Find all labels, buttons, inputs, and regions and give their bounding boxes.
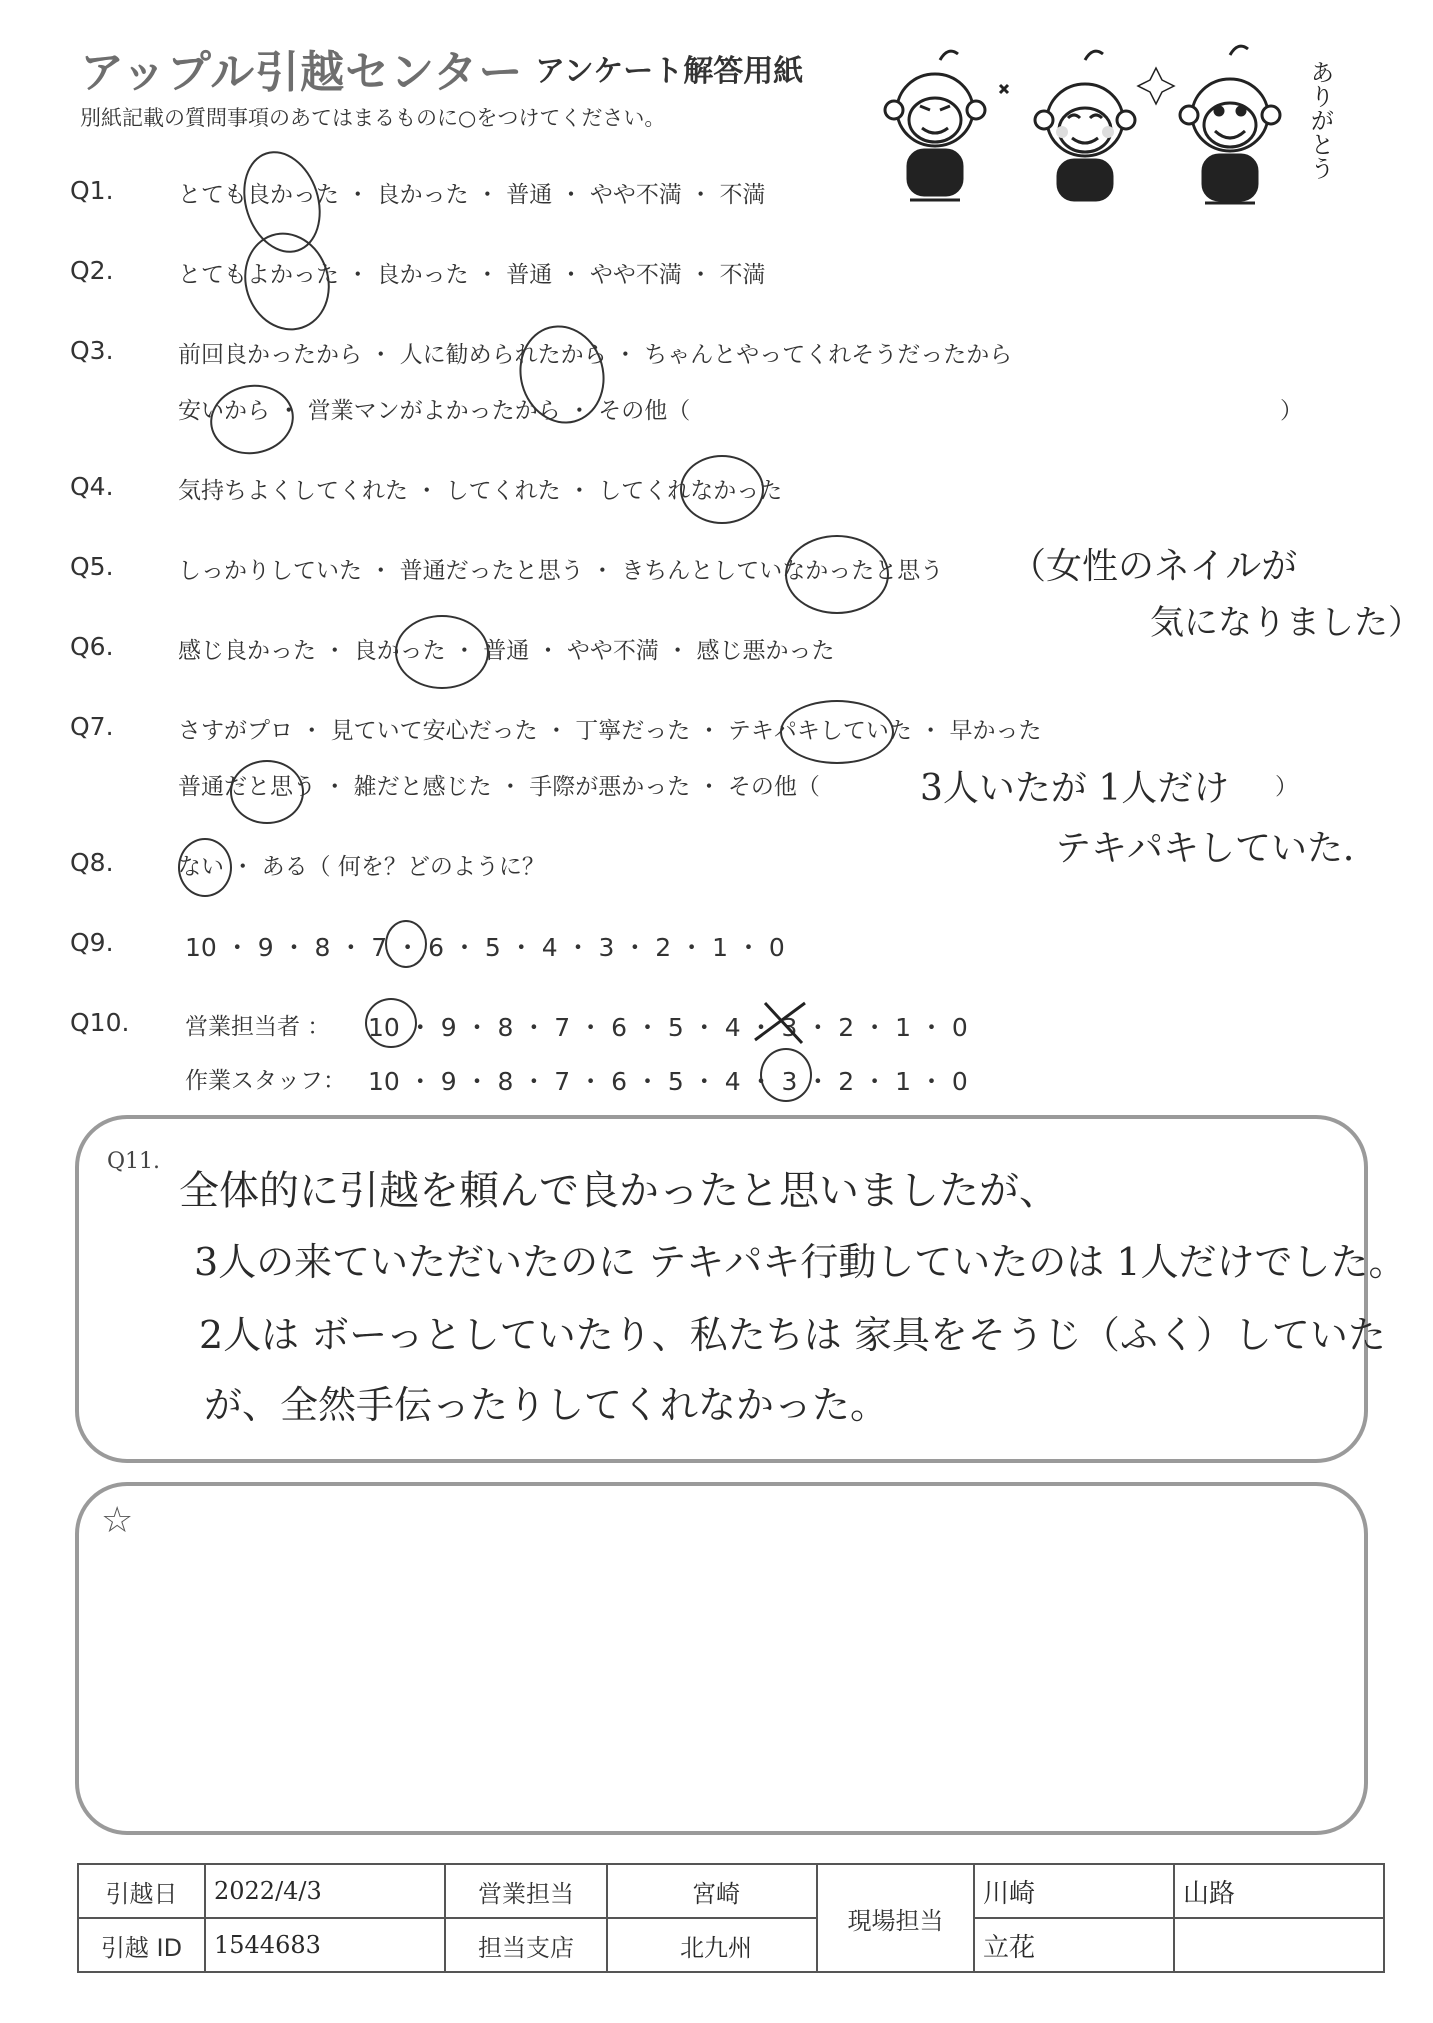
q11-handwritten-line-1: 全体的に引越を頼んで良かったと思いましたが、 [179, 1168, 1059, 1214]
q9-scale: 10 ・ 9 ・ 8 ・ 7 ・ 6 ・ 5 ・ 4 ・ 3 ・ 2 ・ 1 ・ 0 [185, 933, 785, 962]
crossed-out-mark [750, 995, 810, 1050]
q4-options: 気持ちよくしてくれた ・ してくれた ・ してくれなかった [178, 478, 783, 504]
q7-options-line2: 普通だと思う ・ 雑だと感じた ・ 手際が悪かった ・ その他（ [178, 774, 820, 800]
q11-handwritten-line-3: 2人は ボーっとしていたり、私たちは 家具をそうじ（ふく）していた [199, 1313, 1386, 1357]
q9-label: Q9. [70, 928, 114, 957]
q1-label: Q1. [70, 176, 114, 205]
form-subtitle: アンケート解答用紙 [535, 54, 804, 89]
q5-handwritten-note-1: （女性のネイルが [1010, 546, 1298, 587]
star-icon: ☆ [101, 1500, 134, 1541]
q7-options-line1: さすがプロ ・ 見ていて安心だった ・ 丁寧だった ・ テキパキしていた ・ 早かった [178, 718, 1042, 744]
sales-rep-label: 営業担当 [445, 1864, 607, 1918]
field-staff-empty-cell [1174, 1918, 1384, 1972]
sales-rep-value: 宮崎 [607, 1864, 817, 1918]
instruction-text: 別紙記載の質問事項のあてはまるものに○をつけてください。 [80, 106, 666, 130]
q11-label: Q11. [107, 1149, 161, 1174]
q10-staff-label: 作業スタッフ： [185, 1068, 346, 1094]
q11-handwritten-line-2: 3人の来ていただいたのに テキパキ行動していたのは 1人だけでした。 [194, 1240, 1407, 1284]
free-comment-box [75, 1482, 1368, 1835]
q10-sales-scale: 10 ・ 9 ・ 8 ・ 7 ・ 6 ・ 5 ・ 4 ・ 3 ・ 2 ・ 1 ・ 0 [368, 1013, 968, 1042]
monkey-icon [885, 51, 985, 200]
q2-label: Q2. [70, 256, 114, 285]
q10-staff-scale: 10 ・ 9 ・ 8 ・ 7 ・ 6 ・ 5 ・ 4 ・ 3 ・ 2 ・ 1 ・ 0 [368, 1067, 968, 1096]
mascot-illustration [880, 40, 1350, 215]
monkey-icon [1035, 51, 1135, 200]
move-id-label: 引越 ID [78, 1918, 205, 1972]
field-staff-label: 現場担当 [817, 1864, 974, 1972]
mascot-caption: ありがとう [1306, 60, 1334, 180]
monkey-icon [1180, 46, 1280, 203]
q8-options: ない ・ ある（ 何を？どのように？ [178, 854, 545, 880]
q11-comment-box [75, 1115, 1407, 1463]
q3-label: Q3. [70, 336, 114, 365]
sparkle-icon [1138, 68, 1174, 104]
q2-options: とてもよかった ・ 良かった ・ 普通 ・ やや不満 ・ 不満 [178, 262, 766, 288]
q1-options: とても良かった ・ 良かった ・ 普通 ・ やや不満 ・ 不満 [178, 182, 766, 208]
q8-label: Q8. [70, 848, 114, 877]
q6-options: 感じ良かった ・ 良かった ・ 普通 ・ やや不満 ・ 感じ悪かった [178, 638, 835, 664]
branch-label: 担当支店 [445, 1918, 607, 1972]
q5-label: Q5. [70, 552, 114, 581]
info-table [77, 1863, 1385, 1973]
move-id-value: 1544683 [205, 1918, 445, 1972]
q3-close-paren: ） [1280, 398, 1303, 424]
q6-label: Q6. [70, 632, 114, 661]
company-title: アップル引越センター [80, 47, 524, 98]
q5-handwritten-note-2: 気になりました） [1150, 603, 1422, 643]
q10-label: Q10. [70, 1008, 130, 1037]
q4-label: Q4. [70, 472, 114, 501]
field-staff-3: 立花 [974, 1918, 1174, 1972]
q10-sales-label: 営業担当者 ： [185, 1014, 331, 1040]
q3-options-line1: 前回良かったから ・ 人に勧められたから ・ ちゃんとやってくれそうだったから [178, 342, 1013, 368]
q7-label: Q7. [70, 712, 114, 741]
sparkle-icon [1000, 85, 1008, 93]
q3-options-line2: 安いから ・ 営業マンがよかったから ・ その他（ [178, 398, 691, 424]
q7-handwritten-other-2: テキパキしていた． [1055, 828, 1380, 869]
field-staff-2: 山路 [1174, 1864, 1384, 1918]
q7-handwritten-other-1: 3人いたが 1人だけ [920, 768, 1230, 809]
move-date-label: 引越日 [78, 1864, 205, 1918]
move-date-value: 2022/4/3 [205, 1864, 445, 1918]
q7-close-paren: ） [1275, 774, 1298, 800]
q11-handwritten-line-4: が、全然手伝ったりしてくれなかった。 [204, 1383, 889, 1427]
branch-value: 北九州 [607, 1918, 817, 1972]
q5-options: しっかりしていた ・ 普通だったと思う ・ きちんとしていなかったと思う [178, 558, 944, 584]
field-staff-1: 川崎 [974, 1864, 1174, 1918]
